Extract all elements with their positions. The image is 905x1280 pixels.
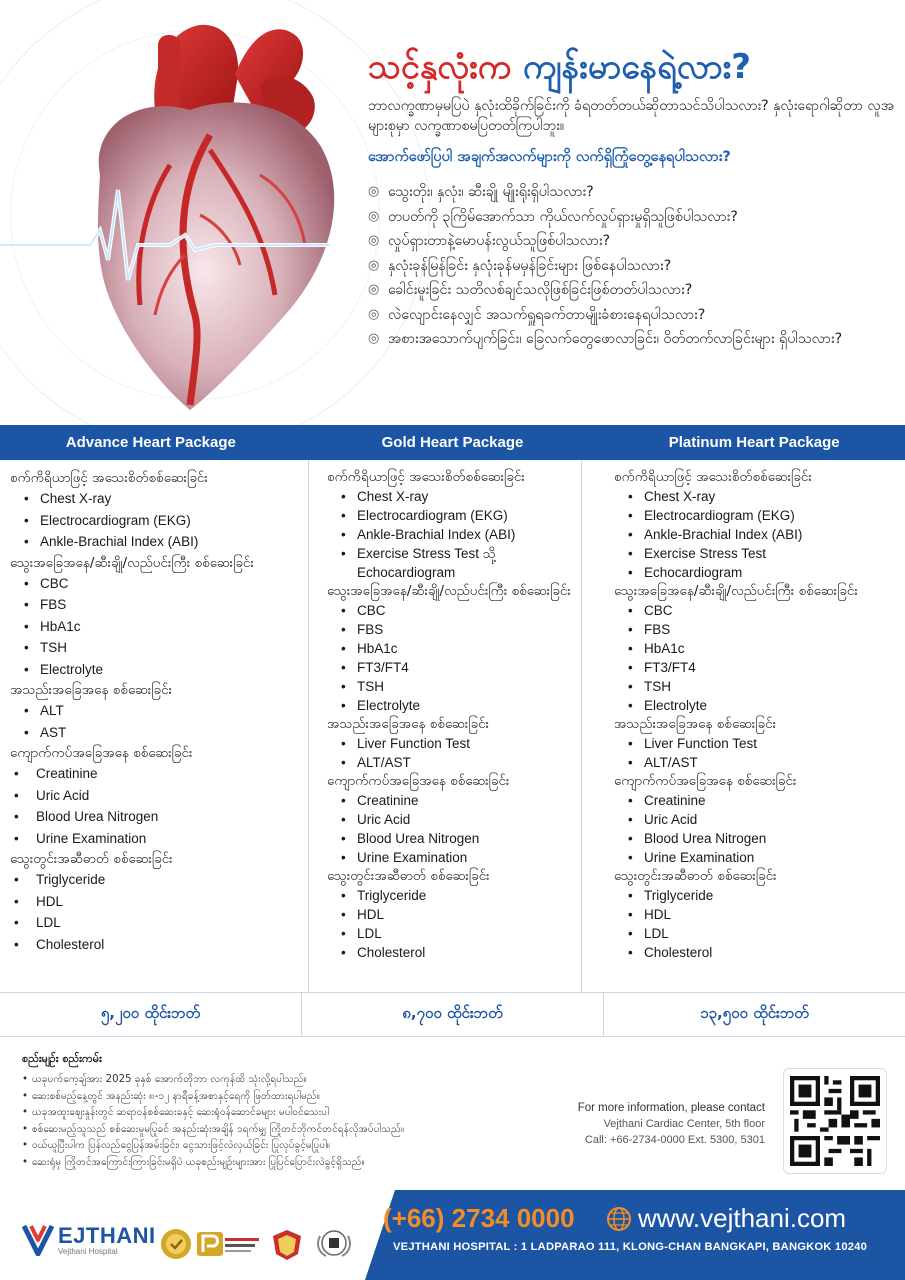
bullet-icon: •: [341, 660, 346, 675]
bullet-icon: •: [628, 660, 633, 675]
bullet-icon: •: [628, 736, 633, 751]
bullet-icon: •: [628, 679, 633, 694]
award-laurel-icon: [312, 1228, 356, 1262]
list-item: ◎ လဲလျောင်းနေလျှင် အသက်ရှူရခက်တာမျိုးခံစားနေရပါသလား?: [368, 303, 898, 328]
list-item: [10, 806, 308, 828]
bullet-icon: •: [628, 508, 633, 523]
bullet-icon: •: [341, 546, 346, 561]
test-name: TSH: [644, 679, 671, 694]
section-title: သွေးအခြေအနေ/ဆီးချို/လည်ပင်းကြီး စစ်ဆေးခြင်း: [327, 583, 571, 599]
list-item: [10, 573, 308, 595]
test-list: [327, 601, 581, 715]
price-advance: ၅,၂၀၀ ထိုင်းဘတ်: [0, 993, 302, 1036]
bullet-icon: •: [628, 812, 633, 827]
terms-list: [22, 1072, 542, 1171]
test-name: Urine Examination: [644, 850, 755, 865]
bullet-icon: •: [24, 640, 29, 655]
test-name: Electrolyte: [357, 698, 421, 713]
terms-title: စည်းမျဉ်း စည်းကမ်း: [22, 1052, 102, 1065]
bullet-icon: •: [341, 812, 346, 827]
section-title: ကျောက်ကပ်အခြေအနေ စစ်ဆေးခြင်း: [614, 773, 797, 789]
title-part-blue: ကျန်းမာနေရဲ့လား?: [522, 47, 751, 87]
test-list: [614, 734, 905, 772]
test-list: [614, 601, 905, 715]
list-item: [614, 601, 905, 620]
test-name: Urine Examination: [357, 850, 468, 865]
test-name: Uric Acid: [357, 812, 411, 827]
list-item: [10, 763, 308, 785]
list-item: ◎ ခေါင်းမူးခြင်း သတိလစ်ချင်သလိုဖြစ်ခြင်းဖြစ်တတ်ပါသလား?: [368, 278, 898, 303]
circle-bullet-icon: ◎: [368, 257, 380, 273]
bullet-icon: •: [24, 724, 29, 740]
section-title: စက်ကိရိယာဖြင့် အသေးစိတ်စစ်ဆေးခြင်း: [327, 469, 525, 485]
bullet-icon: •: [24, 575, 29, 591]
list-item: [10, 594, 308, 616]
test-name: Ankle-Brachial Index (ABI): [40, 534, 199, 549]
package-column-advance: [0, 460, 309, 992]
test-name: Creatinine: [36, 766, 98, 781]
globe-icon: [606, 1206, 632, 1232]
test-name: Chest X-ray: [644, 489, 716, 504]
list-item: [327, 848, 581, 867]
logo-subtitle: Vejthani Hospital: [58, 1246, 118, 1256]
test-name: ALT/AST: [644, 755, 698, 770]
circle-bullet-icon: ◎: [368, 208, 380, 224]
test-name: Electrocardiogram (EKG): [40, 512, 191, 528]
circle-bullet-icon: ◎: [368, 331, 380, 346]
bullet-icon: •: [628, 698, 633, 713]
bullet-icon: •: [628, 603, 633, 618]
bullet-icon: •: [341, 888, 346, 903]
test-name: CBC: [644, 603, 673, 618]
list-item: [10, 912, 308, 934]
test-name: Triglyceride: [357, 888, 427, 903]
test-name: LDL: [357, 926, 382, 941]
list-item: ◎ တပတ်ကို ၃ကြိမ်အောက်သာ ကိုယ်လက်လှုပ်ရှားမှုရှိသူဖြစ်ပါသလား?: [368, 205, 898, 230]
vejthani-logo-icon: [22, 1222, 54, 1256]
list-item: ◎ နှလုံးခုန်မြန်ခြင်း နှလုံးခုန်မမှန်ခြင်းများ ဖြစ်နေပါသလား?: [368, 254, 898, 279]
circle-bullet-icon: ◎: [368, 282, 380, 297]
list-item: • စစ်ဆေးမည့်သူသည် စစ်ဆေးမှုမပြုခင် အနည်းဆုံးအချိန် ၁ရက်မျှ ကြိုတင်ဘိုကင်တင်ရန်လိုအပ်ပါသည်။: [22, 1123, 405, 1135]
list-item: [10, 891, 308, 913]
list-item: [614, 791, 905, 810]
list-item: [614, 677, 905, 696]
test-list: [10, 869, 308, 955]
section-title: ကျောက်ကပ်အခြေအနေ စစ်ဆေးခြင်း: [327, 773, 510, 789]
list-item: [614, 848, 905, 867]
list-item: [614, 886, 905, 905]
test-list: [614, 487, 905, 582]
list-item: [327, 734, 581, 753]
list-item: [327, 905, 581, 924]
contact-info: [545, 1100, 765, 1148]
list-item: • ယခုပက်ကေ့ချ်အား 2025 ခုနှစ် အောက်တိုဘာ လကုန်ထိ သုံးလို့ရပါသည်။: [22, 1074, 307, 1085]
section-title: အသည်းအခြေအနေ စစ်ဆေးခြင်း: [327, 716, 490, 732]
logo-name: EJTHANI: [58, 1222, 156, 1248]
price-row: [0, 992, 905, 1037]
package-column-platinum: [582, 460, 905, 992]
list-item: • ဝယ်ယူပြီးပါက ပြန်လည်ငွေပြန်အမ်းခြင်း၊ ငွေသားဖြင့်လဲလှယ်ခြင်း ပြုလုပ်ခွင့်မပြုပါ။: [22, 1140, 331, 1151]
test-name: HbA1c: [644, 641, 685, 656]
bullet-icon: •: [14, 830, 19, 846]
bullet-icon: •: [628, 546, 633, 561]
bullet-icon: •: [341, 698, 346, 713]
test-name: HbA1c: [357, 641, 398, 656]
list-item: • ဆေးစစ်မည့်နေ့တွင် အနည်းဆုံး ၈-၁၂ နာရီခန့်အစာနှင့်ရေကို ဖြတ်ထားရပါမည်။: [22, 1090, 320, 1102]
list-item: [614, 544, 905, 563]
package-column-gold: [309, 460, 582, 992]
bullet-icon: •: [341, 641, 346, 656]
bullet-icon: •: [14, 809, 19, 824]
list-item: [614, 696, 905, 715]
test-name: FBS: [357, 622, 384, 637]
section-title: သွေးတွင်းအဆီဓာတ် စစ်ဆေးခြင်း: [614, 868, 777, 884]
bullet-icon: •: [341, 755, 346, 770]
list-item: [327, 506, 581, 525]
test-list: [10, 763, 308, 849]
list-item: [10, 785, 308, 807]
list-item: [10, 700, 308, 722]
test-name: Uric Acid: [644, 812, 698, 827]
list-item: [327, 620, 581, 639]
footer-phone[interactable]: (+66) 2734 0000: [383, 1203, 575, 1233]
symptom-question: အောက်ဖော်ပြပါ အချက်အလက်များကို လက်ရှိကြုံတွေ့နေရပါသလား?: [368, 149, 731, 165]
bullet-icon: •: [24, 618, 29, 634]
section-title: သွေးတွင်းအဆီဓာတ် စစ်ဆေးခြင်း: [10, 851, 173, 867]
test-name: Liver Function Test: [357, 736, 471, 751]
list-item: ◎ လှုပ်ရှားတာနဲ့မောပန်းလွယ်သူဖြစ်ပါသလား?: [368, 229, 898, 254]
qr-code-graphic: [790, 1076, 880, 1166]
price-gold: ၈,၇၀၀ ထိုင်းဘတ်: [302, 993, 604, 1036]
bullet-icon: •: [341, 489, 346, 504]
bullet-icon: •: [24, 703, 29, 718]
list-item: [614, 924, 905, 943]
bullet-icon: •: [628, 888, 633, 903]
bullet-icon: •: [24, 597, 29, 612]
list-item: [327, 886, 581, 905]
test-list: [327, 734, 581, 772]
contact-center: Vejthani Cardiac Center, 5th floor: [603, 1118, 765, 1130]
package-header-advance: Advance Heart Package: [65, 434, 236, 451]
test-name: Blood Urea Nitrogen: [36, 809, 159, 824]
list-item: [10, 869, 308, 891]
bullet-icon: •: [628, 527, 633, 542]
test-name: HDL: [644, 907, 672, 922]
list-item: [10, 616, 308, 638]
ekg-line-icon: [0, 150, 330, 310]
list-item: [614, 487, 905, 506]
list-item: [10, 659, 308, 681]
test-name: LDL: [36, 915, 61, 930]
package-table: [0, 460, 905, 992]
list-item: [327, 696, 581, 715]
bullet-icon: •: [14, 787, 19, 803]
bullet-icon: •: [24, 491, 29, 506]
qr-code-icon[interactable]: [783, 1068, 887, 1174]
section-title: စက်ကိရိယာဖြင့် အသေးစိတ်စစ်ဆေးခြင်း: [614, 469, 812, 485]
list-item: [327, 753, 581, 772]
list-item: [10, 488, 308, 510]
bullet-icon: •: [628, 489, 633, 504]
test-name: FT3/FT4: [644, 660, 696, 675]
bullet-icon: •: [24, 512, 29, 528]
test-name: Liver Function Test: [644, 736, 758, 751]
bullet-icon: •: [341, 603, 346, 618]
test-list: [327, 791, 581, 867]
test-name: Ankle-Brachial Index (ABI): [357, 527, 516, 542]
test-name: Echocardiogram: [644, 565, 743, 580]
contact-heading: For more information, please contact: [577, 1102, 765, 1114]
list-item: [614, 829, 905, 848]
bullet-icon: •: [628, 622, 633, 637]
test-name: Electrolyte: [644, 698, 708, 713]
list-item: [327, 791, 581, 810]
bullet-icon: •: [14, 915, 19, 930]
test-name: HDL: [36, 893, 64, 909]
test-list: [327, 487, 581, 582]
test-name: TSH: [40, 640, 67, 655]
test-list: [10, 573, 308, 681]
section-title: သွေးအခြေအနေ/ဆီးချို/လည်ပင်းကြီး စစ်ဆေးခြင်း: [10, 554, 254, 571]
bullet-icon: •: [341, 793, 346, 808]
list-item: [327, 677, 581, 696]
terms-section: [22, 1052, 542, 1171]
section-title: အသည်းအခြေအနေ စစ်ဆေးခြင်း: [614, 716, 777, 732]
bullet-icon: •: [628, 793, 633, 808]
list-item: • ယခုအထူးစျေးနှုန်းတွင် ဆရာဝန်စစ်ဆေးခနှင့် ဆေးရုံဝန်ဆောင်ခများ မပါဝင်သေးပါ: [22, 1107, 329, 1118]
list-item: [614, 810, 905, 829]
package-header-platinum: Platinum Heart Package: [668, 434, 840, 451]
list-item: [614, 525, 905, 544]
test-name: Triglyceride: [36, 872, 106, 887]
hero-section: [0, 0, 905, 425]
bullet-icon: •: [341, 508, 346, 523]
bullet-icon: •: [628, 907, 633, 922]
bullet-icon: •: [628, 850, 633, 865]
bullet-icon: •: [341, 622, 346, 637]
list-item: [614, 658, 905, 677]
bullet-icon: •: [341, 736, 346, 751]
test-name: Uric Acid: [36, 787, 90, 803]
list-item: [327, 639, 581, 658]
circle-bullet-icon: ◎: [368, 306, 380, 322]
list-item: [327, 829, 581, 848]
test-name: Electrocardiogram (EKG): [357, 508, 508, 523]
test-list: [327, 886, 581, 962]
list-item: [327, 943, 581, 962]
circle-bullet-icon: ◎: [368, 233, 380, 248]
test-list: [10, 488, 308, 553]
test-name: Triglyceride: [644, 888, 714, 903]
circle-bullet-icon: ◎: [368, 184, 380, 199]
list-item: [327, 487, 581, 506]
contact-call[interactable]: Call: +66-2734-0000 Ext. 5300, 5301: [584, 1134, 765, 1146]
section-title: အသည်းအခြေအနေ စစ်ဆေးခြင်း: [10, 682, 173, 698]
website-text: www.vejthani.com: [638, 1203, 847, 1233]
bullet-icon: •: [341, 831, 346, 846]
test-name: Electrolyte: [40, 661, 104, 677]
test-name: CBC: [40, 575, 69, 591]
test-name: Blood Urea Nitrogen: [644, 831, 767, 846]
test-name: Creatinine: [644, 793, 706, 808]
bullet-icon: •: [628, 565, 633, 580]
test-name: Cholesterol: [644, 945, 713, 960]
bullet-icon: •: [341, 850, 346, 865]
test-name: HbA1c: [40, 618, 81, 634]
test-name: Creatinine: [357, 793, 419, 808]
list-item: [614, 734, 905, 753]
list-item: ◎ သွေးတိုး၊ နှလုံး၊ ဆီးချို မျိုးရိုးရှိပါသလား?: [368, 180, 898, 205]
prime-minister-award-icon: [197, 1228, 261, 1260]
section-title: စက်ကိရိယာဖြင့် အသေးစိတ်စစ်ဆေးခြင်း: [10, 470, 208, 486]
crest-badge-icon: [270, 1228, 304, 1262]
bullet-icon: •: [14, 936, 19, 952]
test-list: [614, 886, 905, 962]
list-item: [327, 810, 581, 829]
symptom-list: [368, 180, 898, 352]
test-name: HDL: [357, 907, 385, 922]
list-item: [10, 722, 308, 744]
bullet-icon: •: [628, 945, 633, 960]
bullet-icon: •: [341, 945, 346, 960]
test-name: FBS: [644, 622, 671, 637]
test-name: FT3/FT4: [357, 660, 409, 675]
list-item: [10, 828, 308, 850]
list-item: [327, 525, 581, 544]
test-name: TSH: [357, 679, 384, 694]
list-item: ◎ အစားအသောက်ပျက်ခြင်း၊ ခြေလက်တွေဖောလာခြင်း၊ ဝိတ်တက်လာခြင်းများ ရှိပါသလား?: [368, 327, 898, 352]
test-name: Chest X-ray: [40, 491, 112, 506]
list-item: [10, 934, 308, 956]
test-name: Exercise Stress Test: [644, 546, 767, 561]
test-list: [614, 791, 905, 867]
bullet-icon: •: [341, 527, 346, 542]
list-item: [614, 753, 905, 772]
test-name: ALT: [40, 703, 64, 718]
test-name: FBS: [40, 597, 67, 612]
list-item: [10, 531, 308, 553]
list-item: [10, 510, 308, 532]
vejthani-logo[interactable]: [22, 1222, 156, 1256]
page-title: [368, 44, 898, 95]
intro-text: ဘာလက္ခဏာမှမပြပဲ နှလုံးထိခိုက်ခြင်းကို ခံရတတ်တယ်ဆိုတာသင်သိပါသလား? နှလုံးရောဂါဆိုတာ လူအများစုမှာ လက္ခဏာစမပြတတ်ကြပါဘူး။: [368, 98, 894, 134]
test-name: Exercise Stress Test သို့ Echocardiogram: [357, 546, 496, 580]
test-list: [10, 700, 308, 743]
test-name: Ankle-Brachial Index (ABI): [644, 527, 803, 542]
bullet-icon: •: [341, 907, 346, 922]
section-title: သွေးအခြေအနေ/ဆီးချို/လည်ပင်းကြီး စစ်ဆေးခြင်း: [614, 583, 858, 599]
bullet-icon: •: [341, 679, 346, 694]
bullet-icon: •: [341, 926, 346, 941]
package-header-gold: Gold Heart Package: [381, 434, 524, 451]
bullet-icon: •: [628, 831, 633, 846]
list-item: [327, 924, 581, 943]
test-name: Electrocardiogram (EKG): [644, 508, 795, 523]
list-item: [614, 506, 905, 525]
section-title: ကျောက်ကပ်အခြေအနေ စစ်ဆေးခြင်း: [10, 745, 193, 761]
test-name: CBC: [357, 603, 386, 618]
bullet-icon: •: [14, 893, 19, 909]
list-item: [614, 639, 905, 658]
test-name: Cholesterol: [36, 936, 105, 952]
list-item: • ဆေးရုံမှ ကြိုတင်အကြောင်းကြားခြင်းမရှိပဲ ယခုစည်းမျဉ်းများအား ပြုပြင်ပြောင်းလဲခွင့်ရှိသည်။: [22, 1156, 365, 1168]
price-platinum: ၁၃,၅၀၀ ထိုင်းဘတ်: [700, 1003, 809, 1022]
package-header-row: [0, 425, 905, 460]
bullet-icon: •: [14, 766, 19, 781]
list-item: [327, 601, 581, 620]
award-badge-icon: [160, 1228, 192, 1260]
list-item: [327, 658, 581, 677]
bullet-icon: •: [24, 534, 29, 549]
footer-website-link[interactable]: [606, 1203, 846, 1234]
test-name: ALT/AST: [357, 755, 411, 770]
bullet-icon: •: [628, 641, 633, 656]
test-name: LDL: [644, 926, 669, 941]
list-item: [614, 563, 905, 582]
list-item: [10, 637, 308, 659]
bullet-icon: •: [24, 661, 29, 677]
list-item: [614, 943, 905, 962]
test-name: AST: [40, 724, 67, 740]
list-item: [614, 905, 905, 924]
bullet-icon: •: [14, 872, 19, 887]
bullet-icon: •: [628, 926, 633, 941]
test-name: Chest X-ray: [357, 489, 429, 504]
footer-address: VEJTHANI HOSPITAL : 1 LADPARAO 111, KLONG-CHAN BANGKAPI, BANGKOK 10240: [393, 1241, 868, 1253]
bullet-icon: •: [628, 755, 633, 770]
test-name: Blood Urea Nitrogen: [357, 831, 480, 846]
list-item: [327, 544, 581, 582]
test-name: Cholesterol: [357, 945, 426, 960]
list-item: [614, 620, 905, 639]
test-name: Urine Examination: [36, 830, 147, 846]
title-part-red: သင့်နှလုံးက: [368, 47, 523, 87]
section-title: သွေးတွင်းအဆီဓာတ် စစ်ဆေးခြင်း: [327, 868, 490, 884]
